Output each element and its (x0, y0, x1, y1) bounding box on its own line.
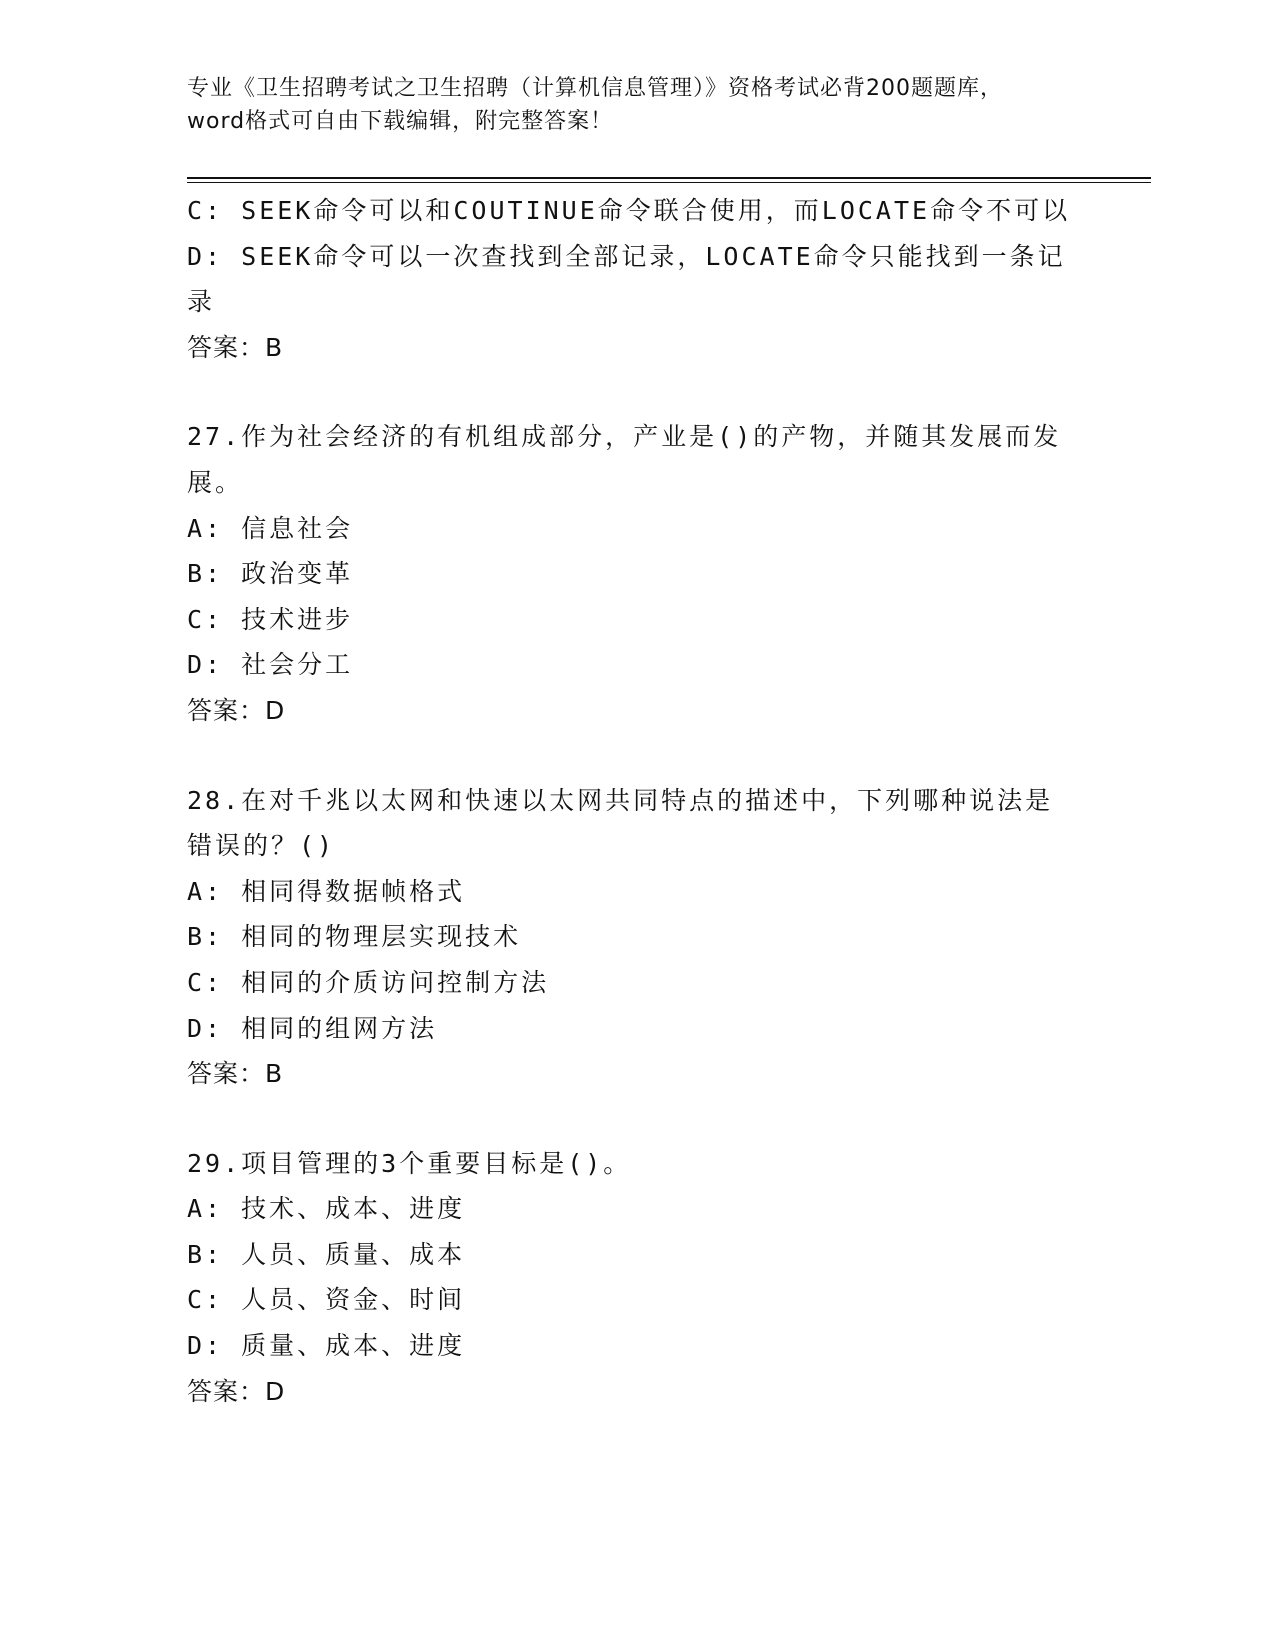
spacer (187, 1097, 1087, 1141)
question-26-continued (187, 188, 1087, 370)
answer-line: 答案：B (187, 1059, 284, 1089)
question-stem: 29.项目管理的3个重要目标是()。 (187, 1148, 632, 1178)
answer-line: 答案：D (187, 695, 286, 725)
option-b: B: 政治变革 (187, 559, 354, 589)
question-28 (187, 778, 1087, 1097)
option-d: D: SEEK命令可以一次查找到全部记录，LOCATE命令只能找到一条记 (187, 241, 1066, 271)
question-stem-continued: 错误的？() (187, 831, 336, 861)
header-title-line-2: word格式可自由下载编辑，附完整答案！ (187, 109, 614, 134)
option-b: B: 人员、质量、成本 (187, 1239, 466, 1269)
header-divider-thick (187, 177, 1151, 179)
spacer (187, 734, 1087, 778)
question-27 (187, 414, 1087, 733)
question-29 (187, 1141, 1087, 1415)
option-a: A: 相同得数据帧格式 (187, 876, 466, 906)
option-c: C: 技术进步 (187, 604, 354, 634)
header-divider-thin (187, 182, 1151, 183)
option-d: D: 相同的组网方法 (187, 1013, 438, 1043)
option-d-continued: 录 (187, 287, 216, 317)
option-c: C: 人员、资金、时间 (187, 1285, 466, 1315)
document-header (187, 72, 1087, 138)
question-stem: 27.作为社会经济的有机组成部分，产业是()的产物，并随其发展而发 (187, 422, 1062, 452)
option-d: D: 社会分工 (187, 650, 354, 680)
answer-line: 答案：B (187, 332, 284, 362)
option-b: B: 相同的物理层实现技术 (187, 922, 522, 952)
answer-line: 答案：D (187, 1376, 286, 1406)
header-title-line-1: 专业《卫生招聘考试之卫生招聘（计算机信息管理）》资格考试必背200题题库， (187, 76, 1003, 101)
option-a: A: 技术、成本、进度 (187, 1194, 466, 1224)
document-body (187, 188, 1087, 1414)
question-stem: 28.在对千兆以太网和快速以太网共同特点的描述中，下列哪种说法是 (187, 785, 1054, 815)
option-c: C: 相同的介质访问控制方法 (187, 967, 550, 997)
option-c: C: SEEK命令可以和COUTINUE命令联合使用，而LOCATE命令不可以 (187, 196, 1071, 225)
option-d: D: 质量、成本、进度 (187, 1331, 466, 1361)
question-stem-continued: 展。 (187, 467, 244, 497)
option-a: A: 信息社会 (187, 513, 354, 543)
spacer (187, 370, 1087, 414)
